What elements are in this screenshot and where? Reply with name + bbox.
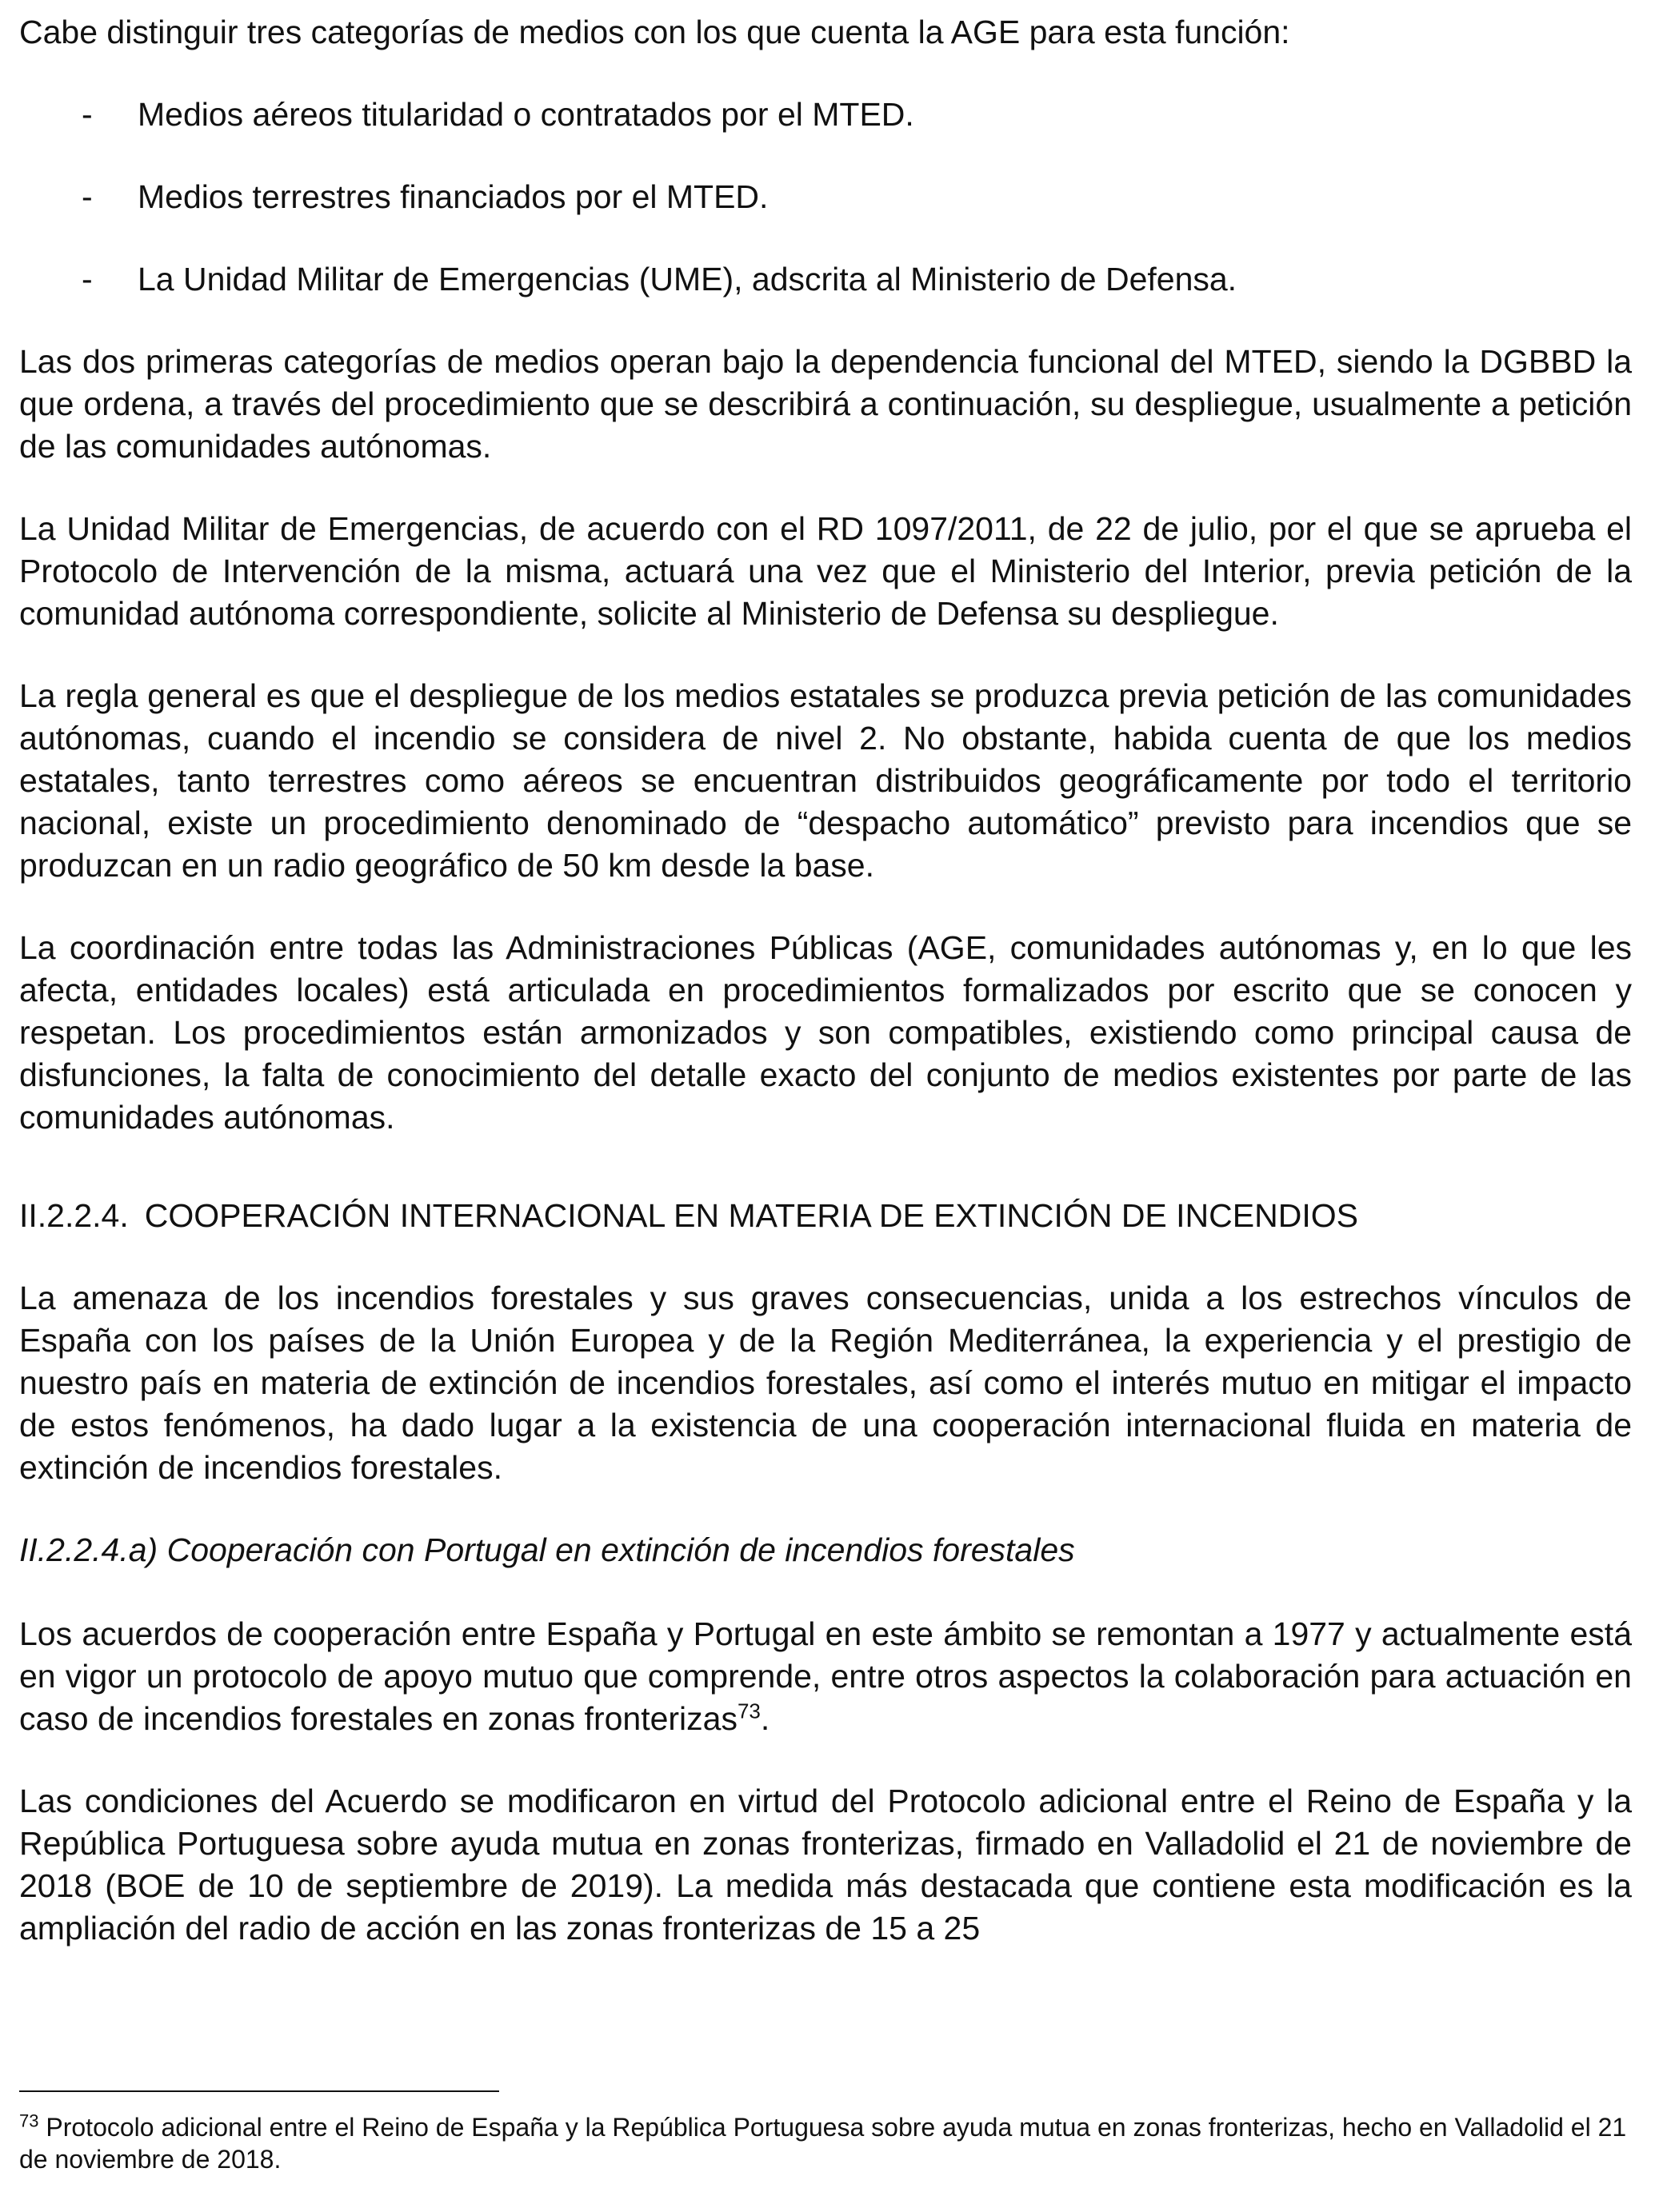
paragraph-text: Los acuerdos de cooperación entre España y Portugal en este ámbito se remontan a 1977 y actualmente está en vigor un protocolo de apoyo mutuo que comprende, entre otros aspectos la colaboración para actuación en caso de incendios forestales en zonas fronterizas [19,1615,1632,1737]
list-item-text: Medios aéreos titularidad o contratados por el MTED. [138,96,914,133]
list-item-text: La Unidad Militar de Emergencias (UME), adscrita al Ministerio de Defensa. [138,261,1237,297]
section-title: COOPERACIÓN INTERNACIONAL EN MATERIA DE EXTINCIÓN DE INCENDIOS [144,1197,1358,1234]
subsection-heading: II.2.2.4.a) Cooperación con Portugal en extinción de incendios forestales [19,1531,1075,1568]
subsection-paragraph [19,1613,1632,1740]
body-paragraph: La coordinación entre todas las Administraciones Públicas (AGE, comunidades autónomas y, en lo que les afecta, entidades locales) está articulada en procedimientos formalizados por escrito que se conocen y respetan. Los procedimientos están armonizados y son compatibles, existiendo como principal causa de disfunciones, la falta de conocimiento del detalle exacto del conjunto de medios existentes por parte de las comunidades autónomas. [19,929,1632,1136]
list-item-text: Medios terrestres financiados por el MTED. [138,178,769,215]
subsection-paragraph: Las condiciones del Acuerdo se modificaron en virtud del Protocolo adicional entre el Reino de España y la República Portuguesa sobre ayuda mutua en zonas fronterizas, firmado en Valladolid el 21 de noviembre de 2018 (BOE de 10 de septiembre de 2019). La medida más destacada que contiene esta modificación es la ampliación del radio de acción en las zonas fronterizas de 15 a 25 [19,1783,1632,1946]
section-number: II.2.2.4. [19,1197,129,1234]
footnote-text: Protocolo adicional entre el Reino de España y la República Portuguesa sobre ayuda mutua en zonas fronterizas, hecho en Valladolid el 21 de noviembre de 2018. [19,2113,1627,2174]
footnote [19,2111,1632,2175]
list-item [82,258,1632,301]
list-marker: - [82,96,93,133]
list-item [82,94,1632,136]
section-heading [19,1195,1632,1237]
body-paragraph: La regla general es que el despliegue de los medios estatales se produzca previa petición de las comunidades autónomas, cuando el incendio se considera de nivel 2. No obstante, habida cuenta de que los medios estatales, tanto terrestres como aéreos se encuentran distribuidos geográficamente por todo el territorio nacional, existe un procedimiento denominado de “despacho automático” previsto para incendios que se produzcan en un radio geográfico de 50 km desde la base. [19,677,1632,884]
intro-paragraph: Cabe distinguir tres categorías de medios con los que cuenta la AGE para esta función: [19,14,1290,50]
list-marker: - [82,261,93,297]
body-paragraph: Las dos primeras categorías de medios operan bajo la dependencia funcional del MTED, siendo la DGBBD la que ordena, a través del procedimiento que se describirá a continuación, su despliegue, usualmente a petición de las comunidades autónomas. [19,343,1632,465]
paragraph-end: . [760,1700,770,1737]
body-paragraph: La Unidad Militar de Emergencias, de acuerdo con el RD 1097/2011, de 22 de julio, por el que se aprueba el Protocolo de Intervención de la misma, actuará una vez que el Ministerio del Interior, previa petición de la comunidad autónoma correspondiente, solicite al Ministerio de Defensa su despliegue. [19,510,1632,632]
list-marker: - [82,178,93,215]
footnote-separator [19,2090,499,2092]
list-item [82,176,1632,218]
footnote-number: 73 [19,2110,39,2131]
section-paragraph: La amenaza de los incendios forestales y sus graves consecuencias, unida a los estrechos vínculos de España con los países de la Unión Europea y de la Región Mediterránea, la experiencia y el prestigio de nuestro país en materia de extinción de incendios forestales, así como el interés mutuo en mitigar el impacto de estos fenómenos, ha dado lugar a la existencia de una cooperación internacional fluida en materia de extinción de incendios forestales. [19,1280,1632,1486]
footnote-reference[interactable]: 73 [737,1699,761,1723]
document-page [19,11,1632,1990]
